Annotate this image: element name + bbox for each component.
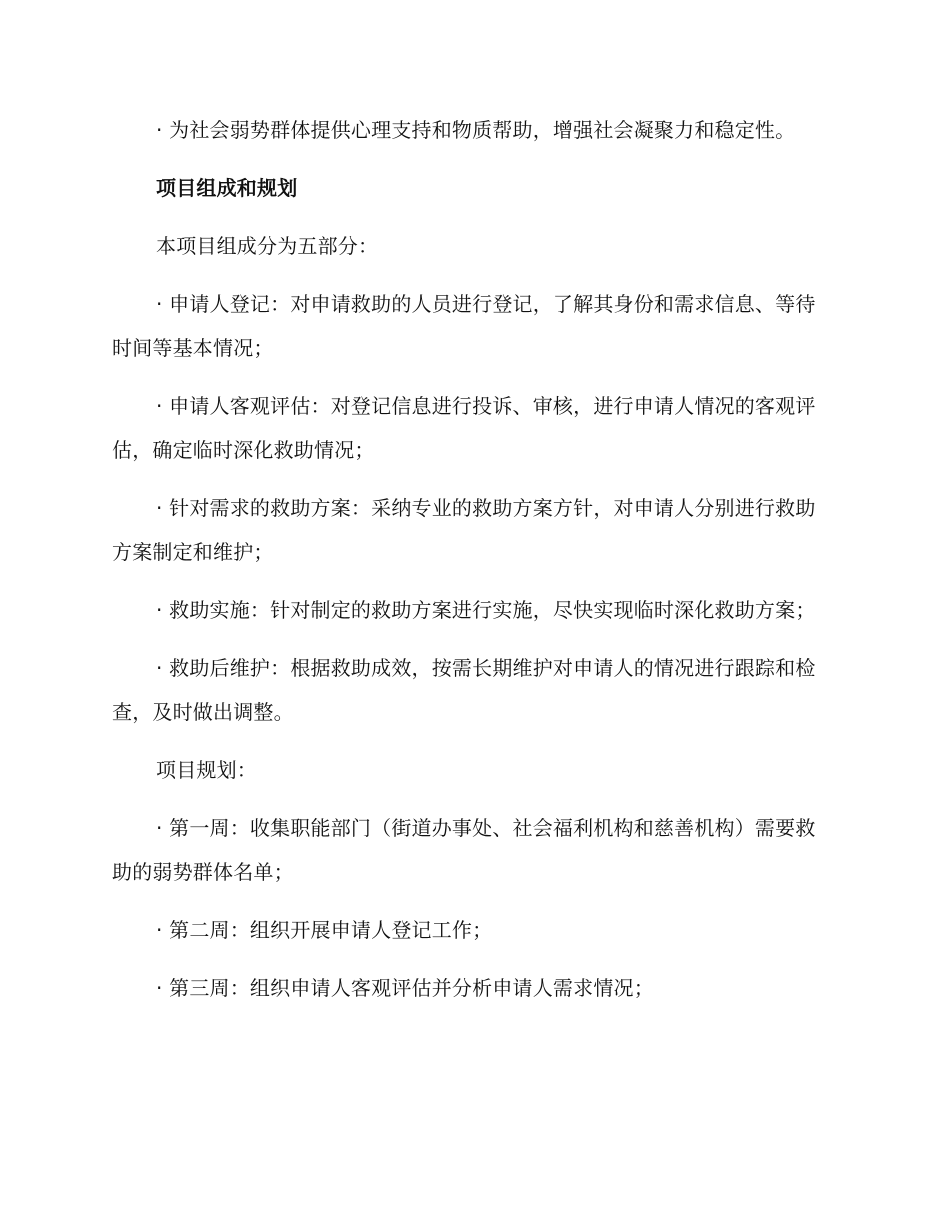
- bullet-paragraph-plan: · 针对需求的救助方案：采纳专业的救助方案方针，对申请人分别进行救助方案制定和维护；: [112, 496, 816, 564]
- bullet-paragraph-week1: · 第一周：收集职能部门（街道办事处、社会福利机构和慈善机构）需要救助的弱势群体名单；: [112, 816, 816, 884]
- bullet-paragraph-assessment: · 申请人客观评估：对登记信息进行投诉、审核，进行申请人情况的客观评估，确定临时深化救助情况；: [112, 394, 816, 462]
- intro-paragraph: 本项目组成分为五部分：: [156, 234, 379, 258]
- bullet-paragraph-implementation: · 救助实施：针对制定的救助方案进行实施，尽快实现临时深化救助方案；: [156, 598, 816, 622]
- schedule-intro-paragraph: 项目规划：: [156, 758, 257, 782]
- section-heading: 项目组成和规划: [156, 176, 298, 200]
- bullet-paragraph-goal: · 为社会弱势群体提供心理支持和物质帮助，增强社会凝聚力和稳定性。: [156, 118, 796, 142]
- bullet-paragraph-registration: · 申请人登记：对申请救助的人员进行登记，了解其身份和需求信息、等待时间等基本情况；: [112, 292, 816, 360]
- document-page: [112, 108, 828, 1024]
- bullet-paragraph-week2: · 第二周：组织开展申请人登记工作；: [156, 918, 493, 942]
- bullet-paragraph-maintenance: · 救助后维护：根据救助成效，按需长期维护对申请人的情况进行跟踪和检查，及时做出调整。: [112, 656, 816, 724]
- bullet-paragraph-week3: · 第三周：组织申请人客观评估并分析申请人需求情况；: [156, 976, 654, 1000]
